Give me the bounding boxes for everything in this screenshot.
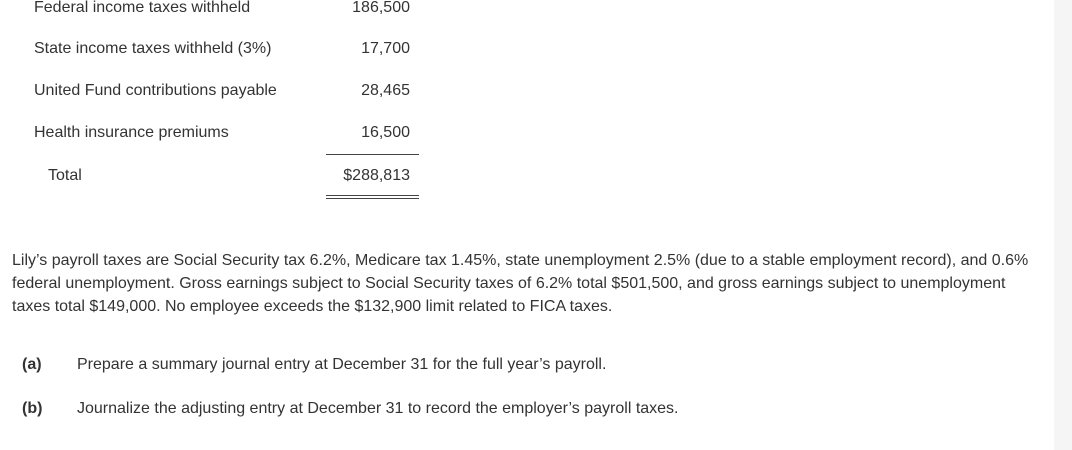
task-item-b <box>0 398 1040 420</box>
table-row <box>0 0 430 19</box>
row-label: Federal income taxes withheld <box>34 0 251 16</box>
total-label: Total <box>48 167 82 184</box>
total-double-rule <box>326 195 419 199</box>
table-row <box>0 38 430 60</box>
task-text: Journalize the adjusting entry at December 31 to record the employer’s payroll taxes. <box>77 400 679 417</box>
row-amount: 28,465 <box>361 82 410 99</box>
task-letter: (a) <box>22 356 42 373</box>
row-amount: 186,500 <box>352 0 410 16</box>
row-label: Health insurance premiums <box>34 124 229 141</box>
table-row <box>0 80 430 102</box>
subtotal-rule <box>326 154 419 155</box>
total-row <box>0 165 430 187</box>
row-label: State income taxes withheld (3%) <box>34 40 272 57</box>
total-amount: $288,813 <box>343 167 410 184</box>
right-gutter <box>1054 0 1072 450</box>
task-item-a <box>0 354 1040 376</box>
row-amount: 16,500 <box>361 124 410 141</box>
row-label: United Fund contributions payable <box>34 82 277 99</box>
table-row <box>0 122 430 144</box>
task-text: Prepare a summary journal entry at December 31 for the full year’s payroll. <box>77 356 607 373</box>
payroll-taxes-paragraph: Lily’s payroll taxes are Social Security tax 6.2%, Medicare tax 1.45%, state unemployment 2.5% (due to a stable employment record), and 0.6% federal unemployment. Gross earnings subject to Social Security taxes of 6.2% total $501,500, and gross earnings subject to unemployment taxes total $149,000. No employee exceeds the $132,900 limit related to FICA taxes. <box>12 252 1029 315</box>
task-letter: (b) <box>22 400 43 417</box>
row-amount: 17,700 <box>361 40 410 57</box>
